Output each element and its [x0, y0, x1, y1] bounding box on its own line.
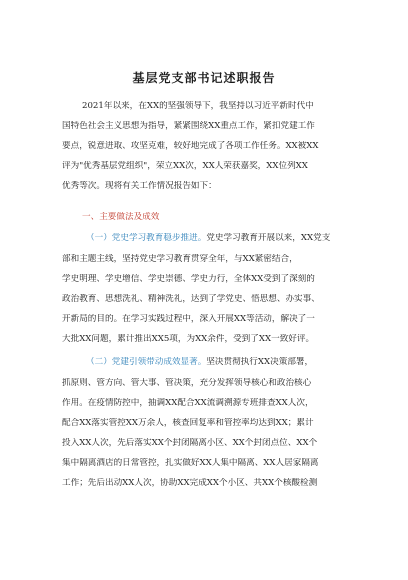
paragraph-line: 抓原则、管方向、管大事、管决策，充分发挥领导核心和政治核心 [62, 378, 312, 388]
paragraph-line: 大批XX问题，累计推出XX5项，为XX余件，受到了XX一致好评。 [62, 334, 315, 344]
paragraph-line: 学史明理、学史增信、学史崇德、学史力行，全体XX受到了深刻的 [62, 274, 315, 284]
paragraph-line: 工作；先后出动XX人次，协助XX完成XX个小区、共XX个核酸检测 [62, 478, 318, 488]
paragraph-line: 开新局的目的。在学习实践过程中，深入开展XX等活动，解决了一 [62, 314, 315, 324]
paragraph-line: 集中隔离酒店的日常管控，扎实做好XX人集中隔离、XX人居家隔离 [62, 458, 319, 468]
paragraph-line: 配合XX落实管控XX万余人，核查回复率和管控率均达到XX；累计 [62, 418, 314, 428]
paragraph-line: 2021年以来，在XX的坚强领导下，我坚持以习近平新时代中 [82, 101, 314, 111]
subsection-first-line [86, 357, 354, 368]
paragraph-line: 部和主题主线，坚持党史学习教育贯穿全年，与XX紧密结合， [62, 254, 298, 264]
paragraph-line: 政治教育、思想洗礼、精神洗礼，达到了学党史、悟思想、办实事、 [62, 294, 320, 304]
subsection-label: （二）党建引领带动成效显著。 [86, 357, 207, 367]
paragraph-line: 国特色社会主义思想为指导，紧紧围绕XX重点工作，紧扣党建工作 [62, 121, 315, 131]
paragraph-line: 优秀等次。现将有关工作情况报告如下： [62, 181, 217, 191]
paragraph-line: 评为"优秀基层党组织"，荣立XX次，XX人荣获嘉奖，XX位列XX [62, 161, 308, 171]
subsection-first-tail: 党史学习教育开展以来，XX党支 [206, 233, 331, 243]
subsection-first-tail: 坚决贯彻执行XX决策部署， [206, 357, 314, 367]
paragraph-line: 投入XX人次，先后落实XX个封闭隔离小区、XX个封闭点位、XX个 [62, 438, 318, 448]
paragraph-line: 作用。在疫情防控中，抽调XX配合XX流调溯源专班排查XX人次， [62, 398, 314, 408]
subsection-label: （一）党史学习教育稳步推进。 [86, 233, 207, 243]
paragraph-line: 要点，锐意进取、攻坚克难，较好地完成了各项工作任务。XX被XX [62, 141, 319, 151]
document-title: 基层党支部书记述职报告 [132, 71, 276, 85]
section-heading: 一、主要做法及成效 [82, 212, 160, 222]
subsection-first-line [86, 233, 354, 244]
